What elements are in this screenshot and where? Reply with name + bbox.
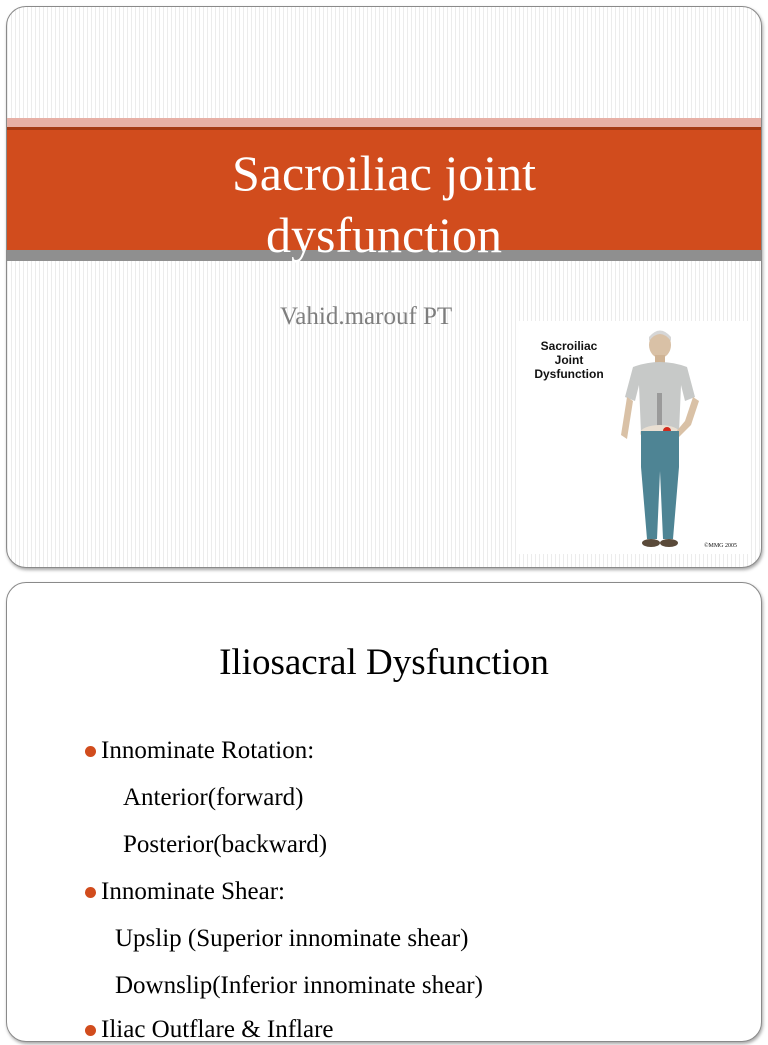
list-item-text: Upslip (Superior innominate shear) (115, 925, 469, 952)
figure-neck (655, 355, 665, 363)
illustration-label-line2: Joint (554, 353, 584, 367)
slide-title: Sacroiliac joint dysfunction (231, 145, 537, 263)
list-item (115, 971, 483, 1001)
illustration-copyright: ©MMG 2005 (703, 543, 737, 549)
figure-spine (657, 393, 662, 429)
list-item (115, 924, 468, 954)
bullet-dot (85, 887, 96, 898)
figure-jeans (641, 431, 679, 539)
figure-left-shoe (642, 539, 660, 547)
figure-left-arm (621, 397, 633, 439)
title-slide (6, 6, 762, 568)
list-item-text: Anterior(forward) (123, 784, 304, 811)
list-item (101, 736, 314, 766)
list-item (101, 877, 285, 907)
bullet-dot (85, 746, 96, 757)
bullet-dot (85, 1025, 96, 1036)
illustration-label-line1: Sacroiliac (540, 339, 598, 353)
sacroiliac-illustration (519, 321, 749, 554)
list-item (101, 1015, 334, 1045)
list-item-text: Iliac Outflare & Inflare (101, 1016, 334, 1043)
title-band-top-stripe (7, 118, 761, 127)
list-item-text: Innominate Rotation: (101, 737, 315, 764)
list-item (123, 783, 303, 813)
list-item-text: Posterior(backward) (123, 831, 328, 858)
list-item (123, 830, 327, 860)
illustration-label-line3: Dysfunction (534, 367, 604, 381)
list-item-text: Downslip(Inferior innominate shear) (115, 972, 483, 999)
figure-right-shoe (660, 539, 678, 547)
slide-subtitle: Vahid.marouf PT (280, 303, 453, 330)
list-item-text: Innominate Shear: (101, 878, 285, 905)
content-slide (6, 582, 762, 1042)
content-slide-title: Iliosacral Dysfunction (219, 642, 549, 683)
